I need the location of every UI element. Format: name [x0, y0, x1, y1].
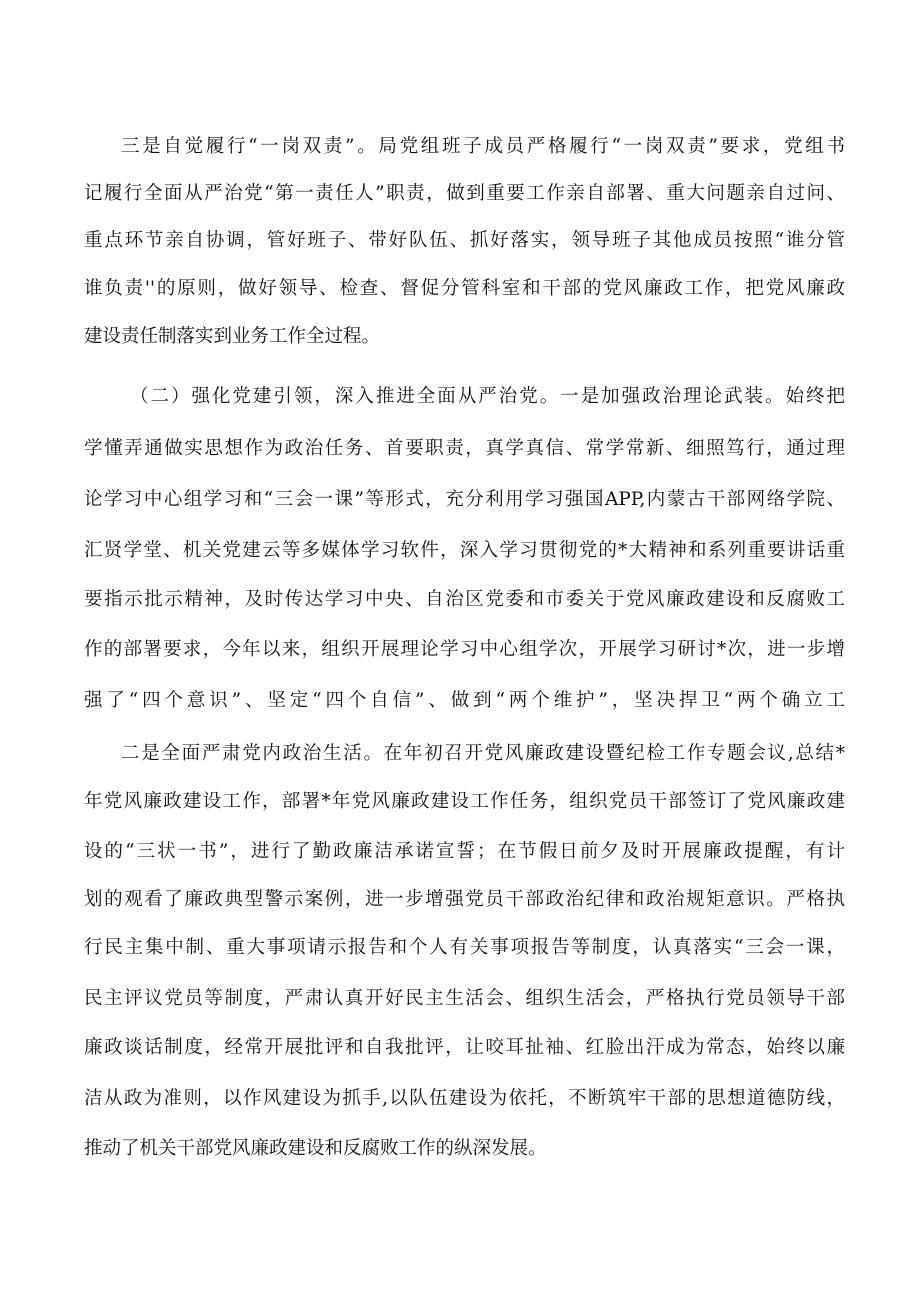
paragraph-line: 汇贤学堂、机关党建云等多媒体学习软件，深入学习贯彻党的*大精神和系列重要讲话重: [84, 540, 845, 561]
paragraph-line: 民主评议党员等制度，严肃认真开好民主生活会、组织生活会，严格执行党员领导干部: [84, 988, 845, 1009]
paragraph-line: 作的部署要求，今年以来，组织开展理论学习中心组学次，开展学习研讨*次，进一步增: [84, 639, 845, 660]
paragraph-line: 记履行全面从严治党“第一责任人”职责，做到重要工作亲自部署、重大问题亲自过问、: [84, 183, 845, 204]
paragraph-line: 推动了机关干部党风廉政建设和反腐败工作的纵深发展。: [84, 1138, 547, 1159]
paragraph-line: 重点环节亲自协调，管好班子、带好队伍、抓好落实，领导班子其他成员按照“谁分管: [84, 230, 845, 251]
paragraph-line: 设的“三状一书”，进行了勤政廉洁承诺宣誓；在节假日前夕及时开展廉政提醒，有计: [84, 841, 845, 862]
paragraph-line: 二是全面严肃党内政治生活。在年初召开党风廉政建设暨纪检工作专题会议,总结*: [121, 743, 845, 764]
paragraph-line: 行民主集中制、重大事项请示报告和个人有关事项报告等制度，认真落实“三会一课，: [84, 937, 845, 958]
paragraph-line: 学懂弄通做实思想作为政治任务、首要职责，真学真信、常学常新、细照笃行，通过理: [84, 438, 845, 459]
paragraph-line: （二）强化党建引领，深入推进全面从严治党。一是加强政治理论武装。始终把: [130, 386, 845, 407]
paragraph-line: 洁从政为准则，以作风建设为抓手,以队伍建设为依托，不断筑牢干部的思想道德防线，: [84, 1088, 845, 1109]
paragraph-line: 要指示批示精神，及时传达学习中央、自治区党委和市委关于党风廉政建设和反腐败工: [84, 589, 845, 610]
paragraph-line: 论学习中心组学习和“三会一课”等形式，充分利用学习强国APP,内蒙古干部网络学院、: [84, 489, 845, 510]
paragraph-line: 划的观看了廉政典型警示案例，进一步增强党员干部政治纪律和政治规矩意识。严格执: [84, 889, 845, 910]
paragraph-line: 三是自觉履行“一岗双责”。局党组班子成员严格履行“一岗双责”要求，党组书: [121, 136, 845, 157]
paragraph-line: 廉政谈话制度，经常开展批评和自我批评，让咬耳扯袖、红脸出汗成为常态，始终以廉: [84, 1037, 845, 1058]
paragraph-line: 谁负责''的原则，做好领导、检查、督促分管科室和干部的党风廉政工作，把党风廉政: [84, 278, 845, 299]
paragraph-line: 年党风廉政建设工作，部署*年党风廉政建设工作任务，组织党员干部签订了党风廉政建: [84, 791, 845, 812]
paragraph-line: 建设责任制落实到业务工作全过程。: [84, 326, 381, 347]
paragraph-line: 强了“四个意识”、坚定“四个自信”、做到“两个维护”，坚决捍卫“两个确立工: [84, 690, 845, 711]
